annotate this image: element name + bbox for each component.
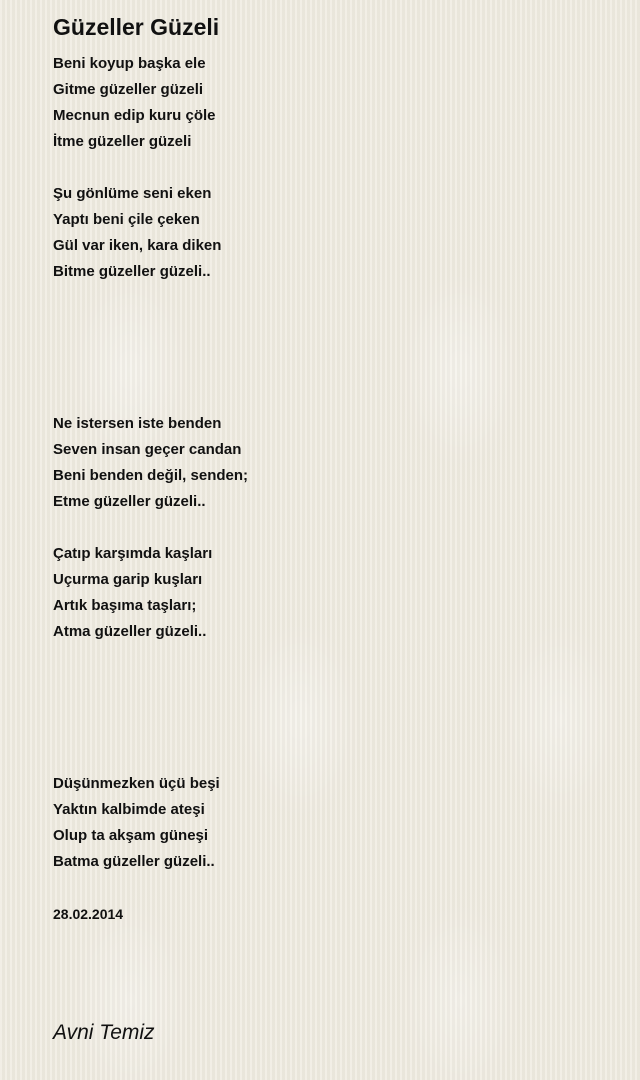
poem-author: Avni Temiz	[53, 1021, 155, 1044]
poem-line: Ne istersen iste benden	[53, 415, 222, 432]
stanza-4	[53, 541, 212, 645]
stanza-1	[53, 51, 216, 155]
poem-line: Bitme güzeller güzeli..	[53, 263, 211, 280]
poem-line: Düşünmezken üçü beşi	[53, 775, 220, 792]
poem-line: İtme güzeller güzeli	[53, 133, 192, 150]
poem-line: Şu gönlüme seni eken	[53, 185, 212, 202]
poem-line: Batma güzeller güzeli..	[53, 853, 215, 870]
stanza-2	[53, 181, 221, 285]
poem-line: Beni koyup başka ele	[53, 55, 206, 72]
poem-line: Çatıp karşımda kaşları	[53, 545, 213, 562]
poem-line: Atma güzeller güzeli..	[53, 623, 207, 640]
poem-line: Mecnun edip kuru çöle	[53, 107, 216, 124]
poem-line: Seven insan geçer candan	[53, 441, 242, 458]
poem-title: Güzeller Güzeli	[53, 14, 220, 40]
poem-line: Gitme güzeller güzeli	[53, 81, 204, 98]
poem-line: Uçurma garip kuşları	[53, 571, 203, 588]
poem-line: Gül var iken, kara diken	[53, 237, 222, 254]
poem-line: Artık başıma taşları;	[53, 597, 197, 614]
poem-line: Etme güzeller güzeli..	[53, 493, 206, 510]
poem-line: Yaptı beni çile çeken	[53, 211, 200, 228]
poem-line: Yaktın kalbimde ateşi	[53, 801, 205, 818]
poem-line: Olup ta akşam güneşi	[53, 827, 209, 844]
stanza-5	[53, 771, 220, 875]
poem-date: 28.02.2014	[53, 906, 124, 922]
poem-line: Beni benden değil, senden;	[53, 467, 249, 484]
stanza-3	[53, 411, 248, 515]
